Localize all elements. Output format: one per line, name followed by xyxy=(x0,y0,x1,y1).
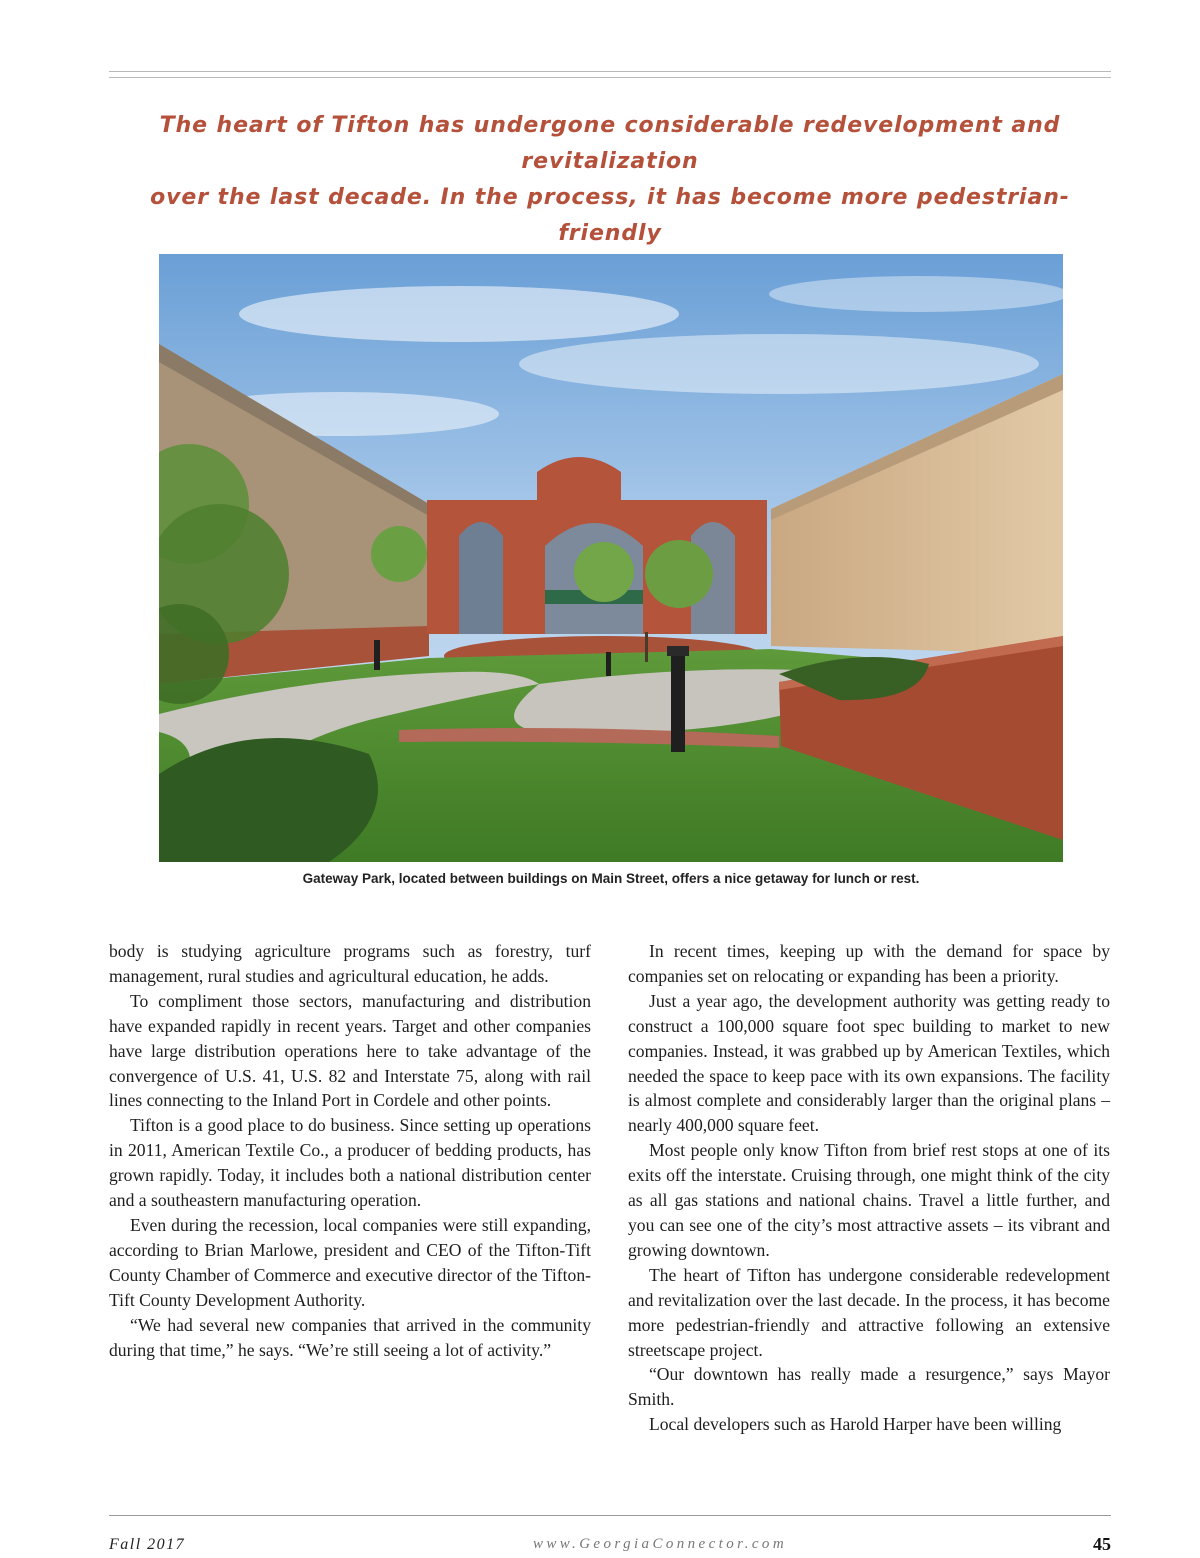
bottom-rule xyxy=(109,1515,1111,1516)
article-column-left xyxy=(109,939,591,1362)
paragraph: Even during the recession, local companies were still expanding, according to Brian Marlowe, president and CEO of the Tifton-Tift County Chamber of Commerce and executive director of the Tifton-Tift County Development Authority. xyxy=(109,1214,591,1310)
paragraph: In recent times, keeping up with the demand for space by companies set on relocating or expanding has been a priority. xyxy=(628,941,1110,986)
paragraph: Most people only know Tifton from brief rest stops at one of its exits off the interstate. Cruising through, one might think of the city as all gas stations and national chains. Travel a little further, and you can see one of the city’s most attractive assets – its vibrant and growing downtown. xyxy=(628,1140,1110,1260)
paragraph: Just a year ago, the development authority was getting ready to construct a 100,000 square foot spec building to market to new companies. Instead, it was grabbed up by American Textiles, which needed the space to keep pace with its own expansions. The facility is almost complete and considerably larger than the original plans – nearly 400,000 square feet. xyxy=(628,990,1110,1136)
photo-caption: Gateway Park, located between buildings on Main Street, offers a nice getaway for lunch or rest. xyxy=(302,871,920,886)
paragraph: Local developers such as Harold Harper have been willing xyxy=(649,1414,1062,1435)
issue-label: Fall 2017 xyxy=(109,1536,186,1553)
pull-quote-line: over the last decade. In the process, it has become more pedestrian-friendly xyxy=(150,185,1070,246)
article-column-right xyxy=(628,939,1110,1437)
top-rule xyxy=(109,71,1111,78)
paragraph: Tifton is a good place to do business. Since setting up operations in 2011, American Textile Co., a producer of bedding products, has grown rapidly. Today, it includes both a national distribution center and a southeastern manufacturing operation. xyxy=(109,1115,591,1211)
paragraph: The heart of Tifton has undergone considerable redevelopment and revitalization over the last decade. In the process, it has become more pedestrian-friendly and attractive following an extensive streetscape project. xyxy=(628,1264,1110,1360)
page-number: 45 xyxy=(1093,1534,1111,1554)
gateway-park-photo xyxy=(159,254,1063,862)
website-label: www.GeorgiaConnector.com xyxy=(532,1536,788,1552)
paragraph: “Our downtown has really made a resurgence,” says Mayor Smith. xyxy=(628,1364,1110,1410)
pull-quote-line: The heart of Tifton has undergone considerable redevelopment and revitalization xyxy=(159,113,1061,174)
paragraph: To compliment those sectors, manufacturing and distribution have expanded rapidly in recent years. Target and other companies have large distribution operations here to take advantage of the convergence of U.S. 41, U.S. 82 and Interstate 75, along with rail lines connecting to the Inland Port in Cordele and other points. xyxy=(109,990,591,1111)
paragraph: “We had several new companies that arrived in the community during that time,” he says. “We’re still seeing a lot of activity.” xyxy=(109,1314,591,1360)
paragraph: body is studying agriculture programs such as forestry, turf management, rural studies and agricultural education, he adds. xyxy=(109,941,591,986)
